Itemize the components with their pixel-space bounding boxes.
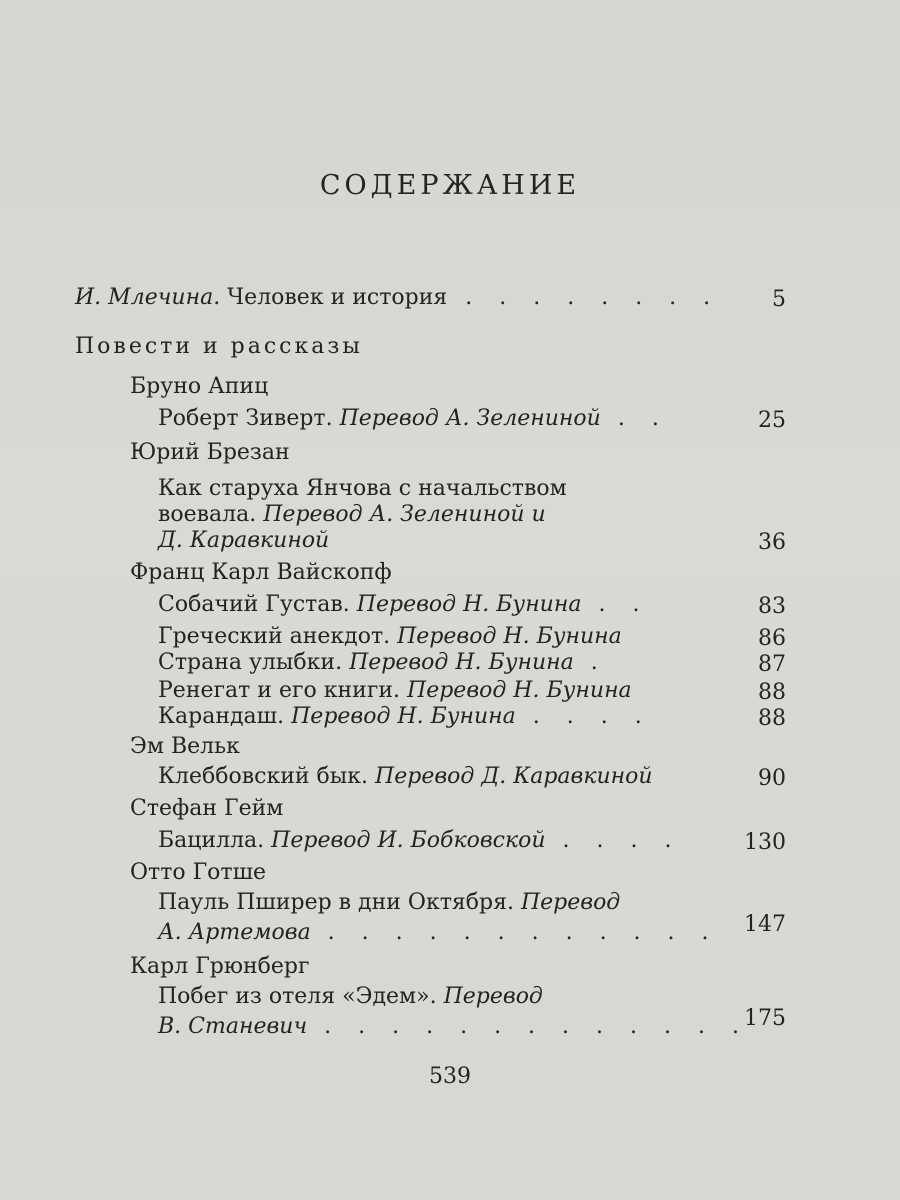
translator: Д. Каравкиной: [158, 528, 330, 553]
translator: Перевод Н. Бунина: [356, 592, 582, 617]
toc-entry: [158, 982, 543, 1012]
work-title: Клеббовский бык.: [158, 764, 376, 789]
translator: Перевод А. Зелениной и: [263, 502, 546, 527]
translator: А. Артемова: [158, 920, 311, 945]
work-title: Как старуха Янчова с начальством: [158, 476, 567, 501]
author-name: Юрий Брезан: [130, 440, 290, 465]
work-title: Роберт Зиверт.: [158, 406, 340, 431]
leader-dots: . . . .: [515, 704, 652, 729]
leader-dots: . . . . . . . . . . . .: [310, 920, 719, 945]
translator: Перевод: [443, 984, 543, 1009]
work-title: воевала.: [158, 502, 264, 527]
leader-dots: . .: [600, 406, 669, 431]
page-number: 36: [758, 530, 786, 555]
work-title: Ренегат и его книги.: [158, 678, 408, 703]
page-title: СОДЕРЖАНИЕ: [319, 170, 581, 201]
translator: В. Станевич: [158, 1014, 308, 1039]
leader-dots: . . . . . . . . . . . . .: [307, 1014, 749, 1039]
leader-dots: . . . . . . . .: [465, 285, 721, 310]
work-title: Пауль Пширер в дни Октября.: [158, 890, 521, 915]
folio-page-number: 539: [429, 1064, 471, 1089]
entry-author: И. Млечина.: [75, 285, 221, 310]
page-number: 25: [758, 408, 786, 433]
work-title: Собачий Густав.: [158, 592, 357, 617]
toc-entry-intro: [75, 283, 720, 313]
toc-entry: [158, 826, 681, 856]
page-number: 90: [758, 766, 786, 791]
translator: Перевод Н. Бунина: [397, 624, 622, 649]
toc-entry-line: [158, 1012, 749, 1042]
author-name: Бруно Апиц: [130, 374, 269, 399]
translator: Перевод И. Бобковской: [271, 828, 546, 853]
translator: Перевод Н. Бунина: [407, 678, 632, 703]
work-title: Карандаш.: [158, 704, 292, 729]
author-name: Карл Грюнберг: [130, 954, 310, 979]
translator: Перевод Н. Бунина: [291, 704, 516, 729]
page-number: 86: [758, 626, 786, 651]
toc-entry-line: [158, 918, 719, 948]
author-name: Отто Готше: [130, 860, 267, 885]
toc-entry: [158, 590, 649, 620]
author-name: Стефан Гейм: [130, 796, 284, 821]
page-number: 87: [758, 652, 786, 677]
translator: Перевод Н. Бунина: [349, 650, 574, 675]
page-number: 175: [744, 1006, 786, 1031]
section-heading: Повести и рассказы: [75, 334, 363, 359]
work-title: Страна улыбки.: [158, 650, 350, 675]
author-name: Эм Вельк: [130, 734, 240, 759]
translator: Перевод: [520, 890, 621, 915]
entry-title: Человек и история: [220, 285, 448, 310]
leader-dots: . . . .: [545, 828, 682, 853]
author-name: Франц Карл Вайскопф: [130, 560, 392, 585]
toc-entry: [158, 888, 620, 918]
toc-entry: [158, 404, 669, 434]
toc-entry: [158, 702, 652, 732]
toc-entry: [158, 762, 653, 792]
page-number: 83: [758, 594, 786, 619]
page-number: 130: [744, 830, 786, 855]
work-title: Греческий анекдот.: [158, 624, 398, 649]
leader-dots: . .: [581, 592, 650, 617]
page-number: 147: [744, 912, 786, 937]
work-title: Побег из отеля «Эдем».: [158, 984, 444, 1009]
toc-entry: [158, 648, 608, 678]
leader-dots: .: [573, 650, 608, 675]
page-number: 5: [772, 287, 786, 312]
work-title: Бацилла.: [158, 828, 272, 853]
translator: Перевод Д. Каравкиной: [375, 764, 653, 789]
page-number: 88: [758, 680, 786, 705]
page-number: 88: [758, 706, 786, 731]
translator: Перевод А. Зелениной: [339, 406, 601, 431]
